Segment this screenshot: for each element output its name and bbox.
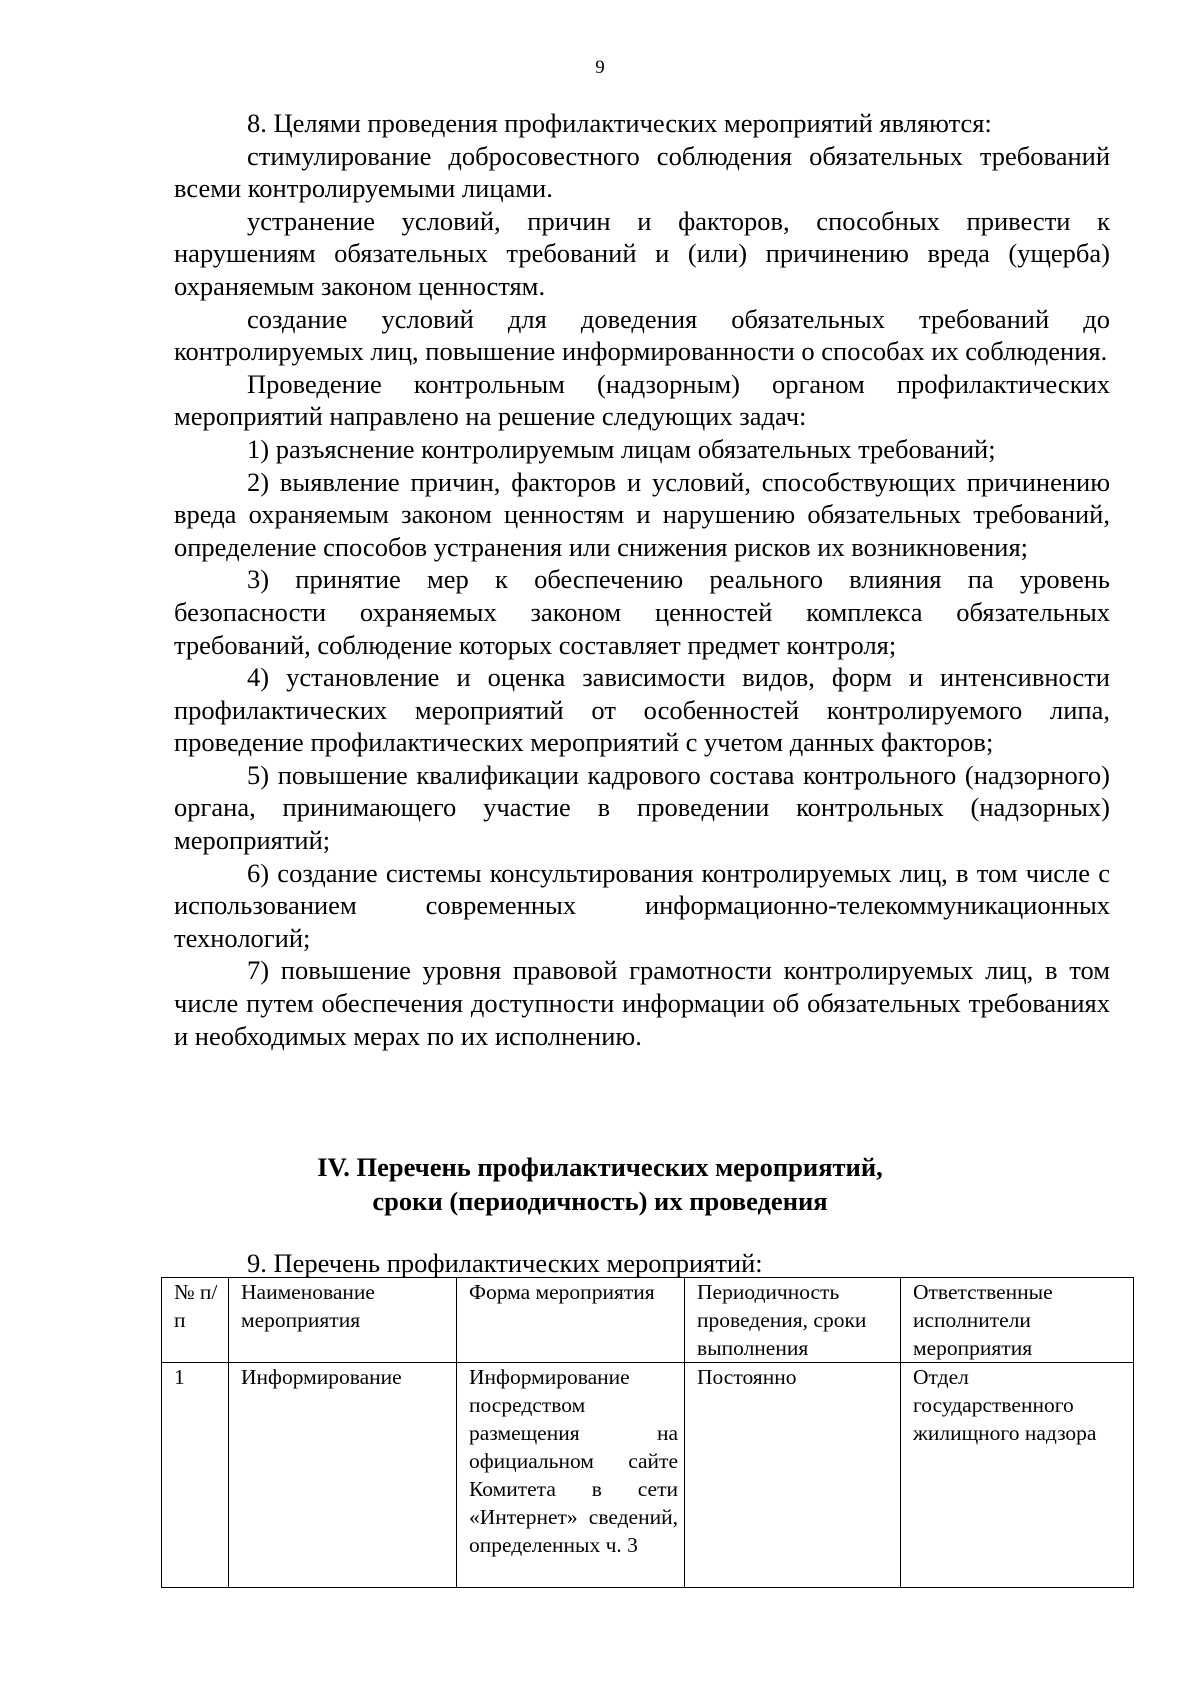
cell-name: Информирование xyxy=(229,1363,457,1588)
column-header-name: Наименование мероприятия xyxy=(229,1278,457,1363)
column-header-form: Форма мероприятия xyxy=(457,1278,685,1363)
cell-responsible: Отдел государственного жилищного надзора xyxy=(901,1363,1134,1588)
section-heading xyxy=(0,1150,1200,1218)
column-header-number: № п/п xyxy=(162,1278,229,1363)
table-header-row xyxy=(162,1278,1134,1363)
cell-form: Информирование посредством размещения на официальном сайте Комитета в сети «Интернет» сведений, определенных ч. 3 xyxy=(457,1363,685,1588)
paragraph: создание условий для доведения обязательных требований до контролируемых лиц, повышение информированности о способах их соблюдения. xyxy=(174,303,1110,367)
body-text xyxy=(174,107,1110,1052)
cell-number: 1 xyxy=(162,1363,229,1588)
column-header-periodicity: Периодичность проведения, сроки выполнения xyxy=(685,1278,901,1363)
paragraph: 6) создание системы консультирования контролируемых лиц, в том числе с использованием современных информационно-телекоммуникационных технологий; xyxy=(174,857,1110,953)
measures-table xyxy=(161,1277,1134,1588)
paragraph: устранение условий, причин и факторов, способных привести к нарушениям обязательных требований и (или) причинению вреда (ущерба) охраняемым законом ценностям. xyxy=(174,205,1110,301)
section-heading-line: сроки (периодичность) их проведения xyxy=(372,1186,828,1216)
paragraph: 8. Целями проведения профилактических мероприятий являются: xyxy=(247,108,992,138)
paragraph: стимулирование добросовестного соблюдения обязательных требований всеми контролируемыми лицами. xyxy=(174,140,1110,204)
paragraph: 7) повышение уровня правовой грамотности контролируемых лиц, в том числе путем обеспечения доступности информации об обязательных требованиях и необходимых мерах по их исполнению. xyxy=(174,955,1110,1051)
paragraph: 3) принятие мер к обеспечению реального влияния па уровень безопасности охраняемых законом ценностей комплекса обязательных требований, соблюдение которых составляет предмет контроля; xyxy=(174,564,1110,660)
cell-periodicity: Постоянно xyxy=(685,1363,901,1588)
table-caption: 9. Перечень профилактических мероприятий: xyxy=(247,1248,763,1278)
paragraph: Проведение контрольным (надзорным) органом профилактических мероприятий направлено на решение следующих задач: xyxy=(174,368,1110,432)
paragraph: 4) установление и оценка зависимости видов, форм и интенсивности профилактических мероприятий от особенностей контролируемого липа, проведение профилактических мероприятий с учетом данных факторов; xyxy=(174,662,1110,758)
paragraph: 5) повышение квалификации кадрового состава контрольного (надзорного) органа, принимающего участие в проведении контрольных (надзорных) мероприятий; xyxy=(174,759,1110,856)
section-heading-line: IV. Перечень профилактических мероприятий, xyxy=(317,1152,883,1182)
table-row xyxy=(162,1363,1134,1588)
paragraph: 1) разъяснение контролируемым лицам обязательных требований; xyxy=(247,433,996,464)
page-number: 9 xyxy=(595,57,605,78)
column-header-responsible: Ответственные исполнители мероприятия xyxy=(901,1278,1134,1363)
paragraph: 2) выявление причин, факторов и условий, способствующих причинению вреда охраняемым законом ценностям и нарушению обязательных требований, определение способов устранения или снижения рисков их возникновения; xyxy=(174,466,1110,562)
